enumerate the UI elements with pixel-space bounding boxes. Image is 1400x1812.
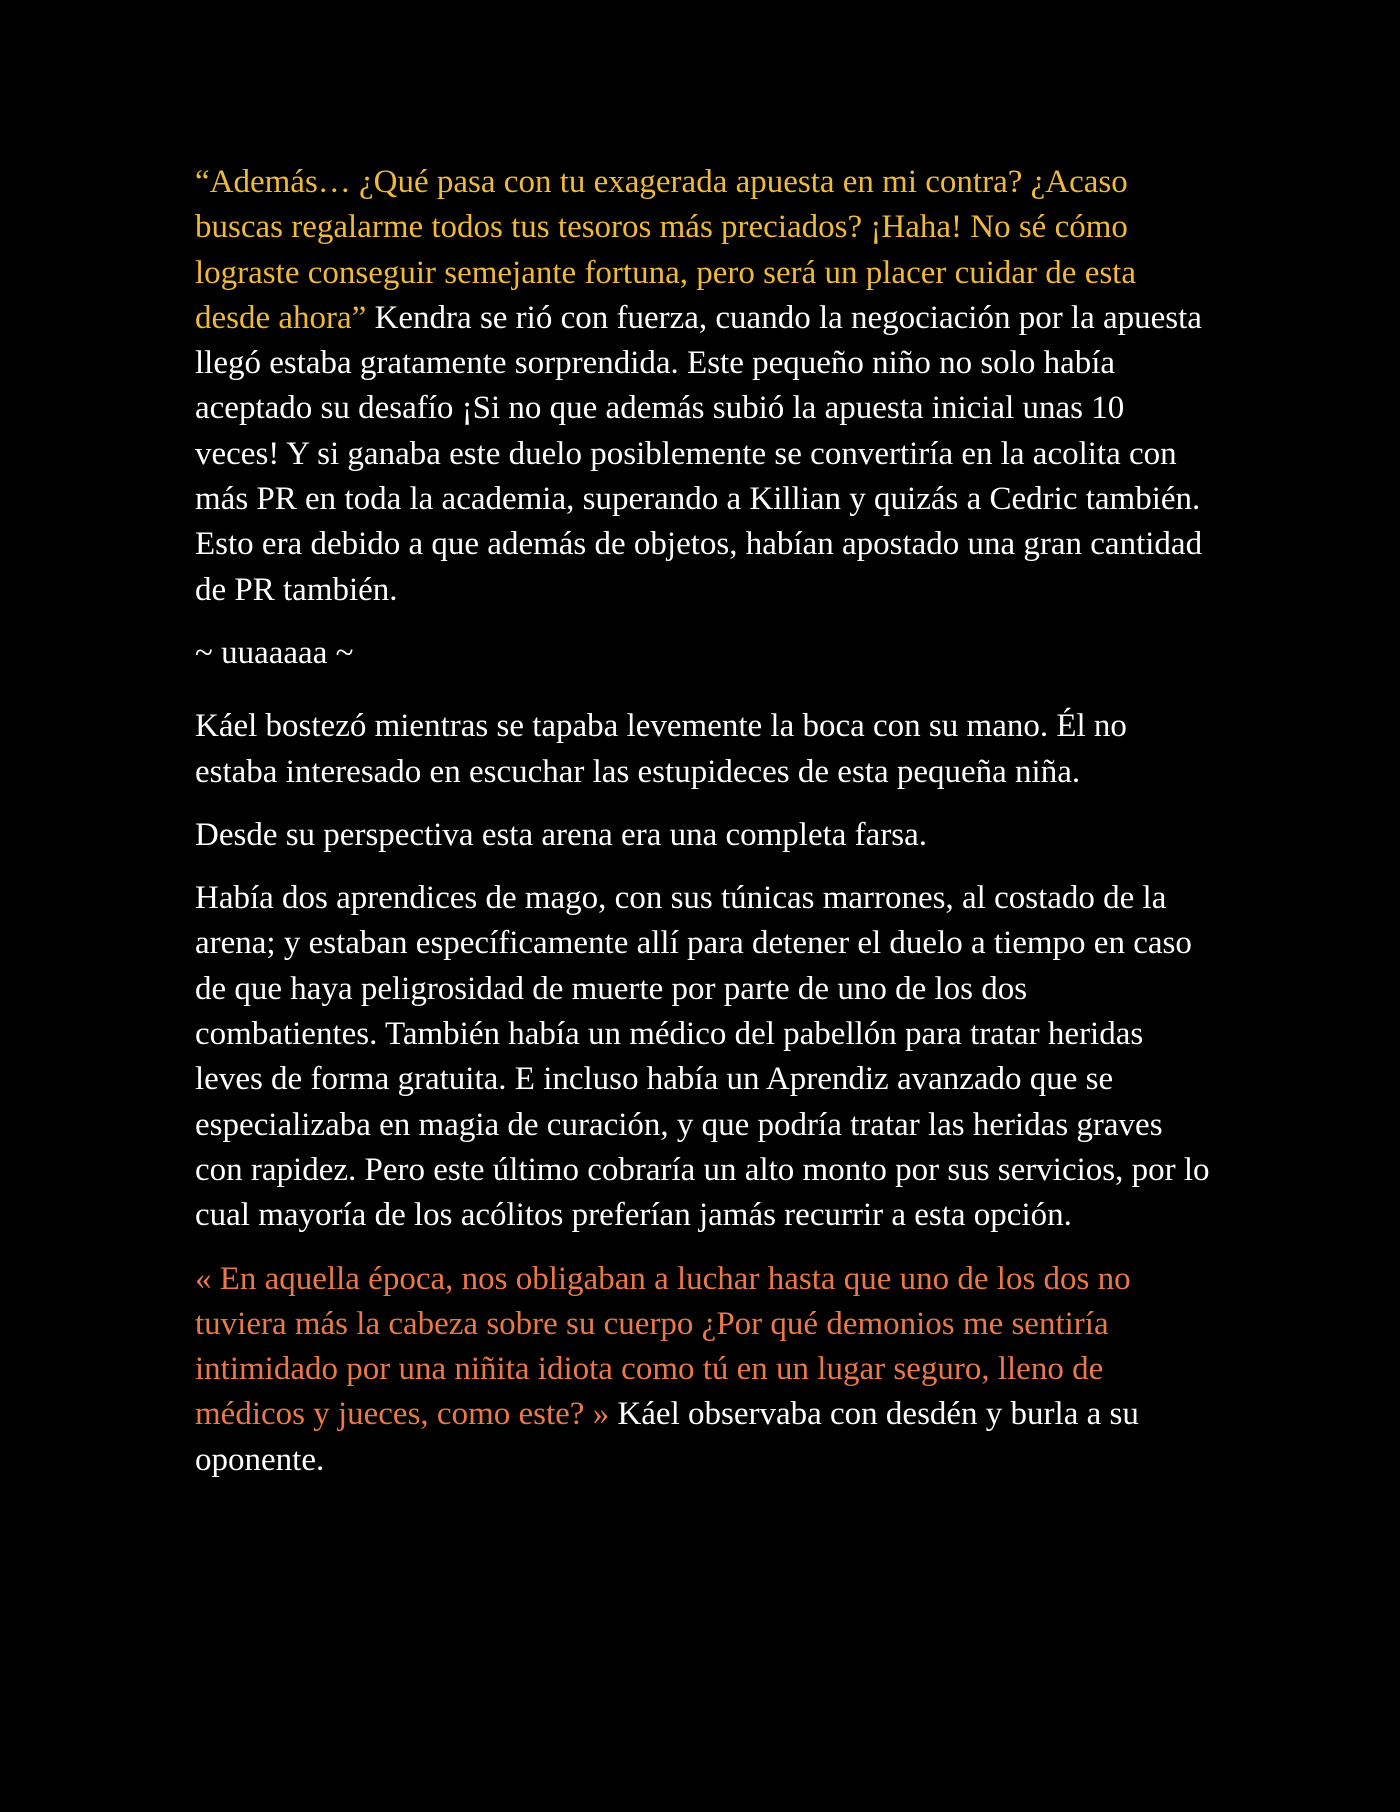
paragraph-kael-yawn: Káel bostezó mientras se tapaba levemente la boca con su mano. Él no estaba interesado en escuchar las estupideces de esta pequeña niña. — [195, 708, 1127, 790]
paragraph-arena-farce: Desde su perspectiva esta arena era una completa farsa. — [195, 816, 928, 853]
story-text-block — [195, 160, 1215, 1501]
kael-dialogue: « En aquella época, nos obligaban a luchar hasta que uno de los dos no tuviera más la cabeza sobre su cuerpo ¿Por qué demonios me sentiría intimidado por una niñita idiota como tú en un lugar seguro, lleno de médicos y jueces, como este? » — [195, 1260, 1131, 1433]
kendra-dialogue: “Además… ¿Qué pasa con tu exagerada apuesta en mi contra? ¿Acaso buscas regalarme todos tus tesoros más preciados? ¡Haha! No sé cómo lograste conseguir semejante fortuna, pero será un placer cuidar de esta desde ahora” — [195, 164, 1136, 336]
kael-narration: Káel observaba con desdén y burla a su oponente. — [195, 1396, 1139, 1478]
paragraph-kendra-dialogue — [195, 160, 1215, 613]
paragraph-arena-description: Había dos aprendices de mago, con sus túnicas marrones, al costado de la arena; y estaban específicamente allí para detener el duelo a tiempo en caso de que haya peligrosidad de muerte por parte de uno de los dos combatientes. También había un médico del pabellón para tratar heridas leves de forma gratuita. E incluso había un Aprendiz avanzado que se especializaba en magia de curación, y que podría tratar las heridas graves con rapidez. Pero este último cobraría un alto monto por sus servicios, por lo cual mayoría de los acólitos preferían jamás recurrir a esta opción. — [195, 880, 1210, 1234]
kendra-narration: Kendra se rió con fuerza, cuando la negociación por la apuesta llegó estaba gratamente sorprendida. Este pequeño niño no solo había aceptado su desafío ¡Si no que además subió la apuesta inicial unas 10 veces! Y si ganaba este duelo posiblemente se convertiría en la acolita con más PR en toda la academia, superando a Killian y quizás a Cedric también. Esto era debido a que además de objetos, habían apostado una gran cantidad de PR también. — [195, 299, 1203, 608]
paragraph-yawn-sound: ~ uuaaaaa ~ — [195, 634, 354, 671]
paragraph-kael-dialogue — [195, 1257, 1215, 1483]
